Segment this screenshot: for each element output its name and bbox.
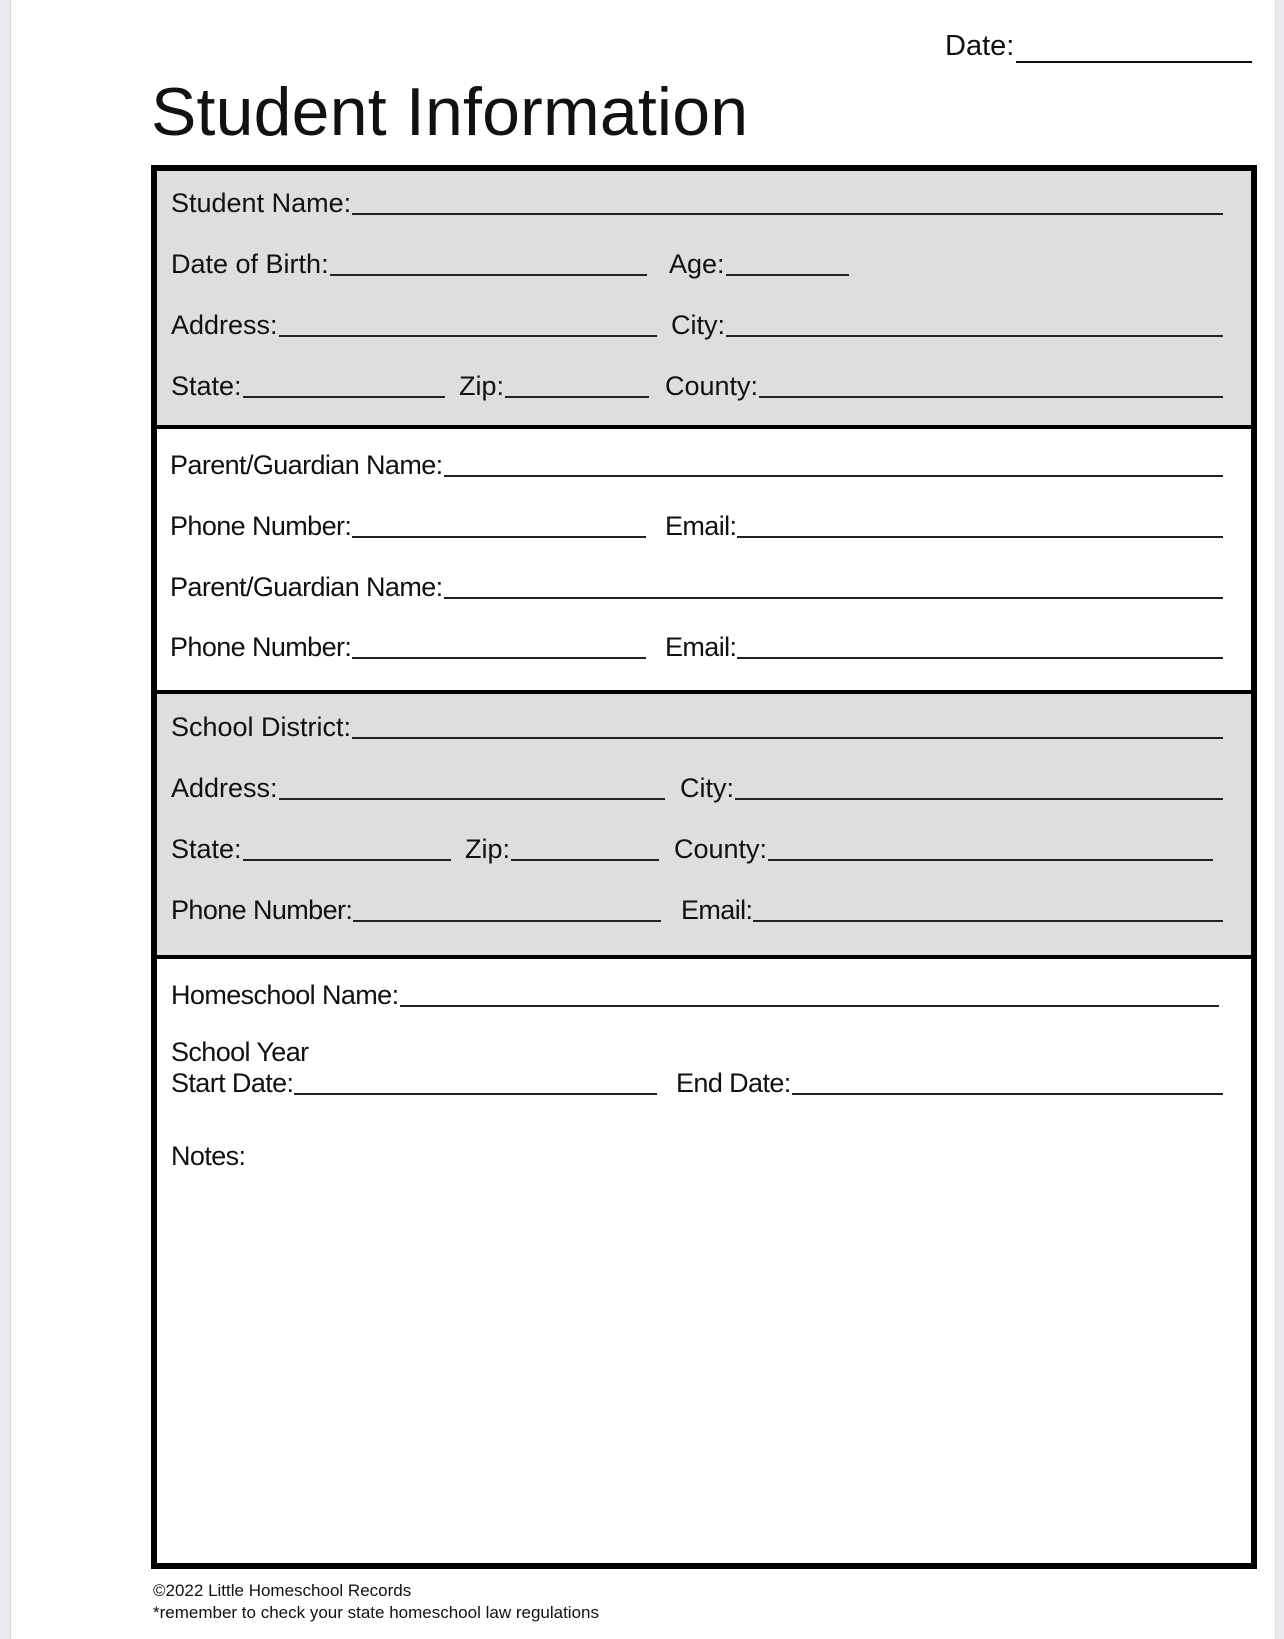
guardian2-phone-blank[interactable]	[352, 627, 646, 659]
student-zip-field[interactable]	[459, 364, 649, 404]
district-city-blank[interactable]	[735, 768, 1223, 800]
district-city-field[interactable]	[680, 766, 1223, 806]
guardian2-name-blank[interactable]	[444, 567, 1223, 599]
age-field[interactable]	[669, 242, 849, 282]
district-name-field[interactable]	[171, 705, 1223, 745]
district-city-label: City:	[680, 773, 734, 803]
guardian2-phone-field[interactable]	[170, 625, 646, 665]
homeschool-name-label: Homeschool Name:	[171, 980, 399, 1010]
student-section	[157, 171, 1251, 429]
form-box	[151, 165, 1257, 1569]
district-address-field[interactable]	[171, 766, 665, 806]
student-state-label: State:	[171, 371, 242, 401]
guardian2-phone-label: Phone Number:	[170, 632, 352, 662]
age-label: Age:	[669, 249, 725, 279]
guardian2-email-field[interactable]	[665, 625, 1223, 665]
district-name-blank[interactable]	[352, 707, 1223, 739]
start-date-blank[interactable]	[294, 1063, 657, 1095]
district-phone-label: Phone Number:	[171, 895, 353, 925]
homeschool-name-field[interactable]	[171, 973, 1219, 1013]
district-county-blank[interactable]	[768, 829, 1213, 861]
student-address-blank[interactable]	[279, 305, 657, 337]
district-address-blank[interactable]	[279, 768, 665, 800]
form-page	[10, 0, 1276, 1639]
district-email-label: Email:	[681, 895, 753, 925]
student-city-label: City:	[671, 310, 725, 340]
guardian1-email-blank[interactable]	[737, 506, 1223, 538]
guardian2-email-label: Email:	[665, 632, 737, 662]
reminder-text: *remember to check your state homeschool law regulations	[153, 1603, 599, 1622]
date-field[interactable]	[945, 30, 1252, 63]
district-county-field[interactable]	[674, 827, 1213, 867]
guardian1-email-label: Email:	[665, 511, 737, 541]
date-label: Date:	[945, 30, 1015, 62]
student-city-blank[interactable]	[726, 305, 1223, 337]
district-zip-label: Zip:	[465, 834, 511, 864]
guardian1-phone-label: Phone Number:	[170, 511, 352, 541]
student-zip-label: Zip:	[459, 371, 505, 401]
student-state-blank[interactable]	[243, 366, 445, 398]
district-section	[157, 694, 1251, 959]
district-county-label: County:	[674, 834, 768, 864]
district-email-blank[interactable]	[753, 890, 1223, 922]
homeschool-section	[157, 959, 1251, 1563]
guardian1-name-field[interactable]	[170, 443, 1223, 483]
student-address-field[interactable]	[171, 303, 657, 343]
dob-field[interactable]	[171, 242, 647, 282]
page-title: Student Information	[151, 74, 749, 150]
copyright-text: ©2022 Little Homeschool Records	[153, 1581, 412, 1600]
district-state-field[interactable]	[171, 827, 451, 867]
student-state-field[interactable]	[171, 364, 445, 404]
district-address-label: Address:	[171, 773, 278, 803]
student-address-label: Address:	[171, 310, 278, 340]
guardian2-email-blank[interactable]	[737, 627, 1223, 659]
district-state-blank[interactable]	[243, 829, 451, 861]
notes-label: Notes:	[171, 1141, 246, 1171]
age-blank[interactable]	[726, 244, 849, 276]
guardian2-name-label: Parent/Guardian Name:	[170, 572, 443, 602]
guardian1-phone-blank[interactable]	[352, 506, 646, 538]
student-name-blank[interactable]	[352, 183, 1223, 215]
school-year-label: School Year	[171, 1037, 309, 1067]
parent-section	[157, 429, 1251, 694]
end-date-field[interactable]	[676, 1061, 1223, 1101]
district-phone-field[interactable]	[171, 888, 661, 928]
start-date-label: Start Date:	[171, 1068, 294, 1098]
dob-label: Date of Birth:	[171, 249, 329, 279]
dob-blank[interactable]	[330, 244, 647, 276]
student-name-field[interactable]	[171, 181, 1223, 221]
guardian1-name-label: Parent/Guardian Name:	[170, 450, 443, 480]
student-city-field[interactable]	[671, 303, 1223, 343]
student-county-label: County:	[665, 371, 759, 401]
district-name-label: School District:	[171, 712, 352, 742]
guardian1-email-field[interactable]	[665, 504, 1223, 544]
homeschool-name-blank[interactable]	[400, 975, 1220, 1007]
student-county-blank[interactable]	[759, 366, 1223, 398]
student-zip-blank[interactable]	[505, 366, 649, 398]
start-date-field[interactable]	[171, 1061, 657, 1101]
guardian1-name-blank[interactable]	[444, 445, 1223, 477]
guardian2-name-field[interactable]	[170, 565, 1223, 605]
guardian1-phone-field[interactable]	[170, 504, 646, 544]
district-email-field[interactable]	[681, 888, 1223, 928]
end-date-blank[interactable]	[792, 1063, 1223, 1095]
notes-area[interactable]	[171, 1181, 1223, 1553]
district-zip-field[interactable]	[465, 827, 659, 867]
district-zip-blank[interactable]	[511, 829, 659, 861]
end-date-label: End Date:	[676, 1068, 791, 1098]
student-county-field[interactable]	[665, 364, 1223, 404]
student-name-label: Student Name:	[171, 188, 352, 218]
date-blank-line[interactable]	[1016, 31, 1252, 63]
district-state-label: State:	[171, 834, 242, 864]
district-phone-blank[interactable]	[353, 890, 661, 922]
